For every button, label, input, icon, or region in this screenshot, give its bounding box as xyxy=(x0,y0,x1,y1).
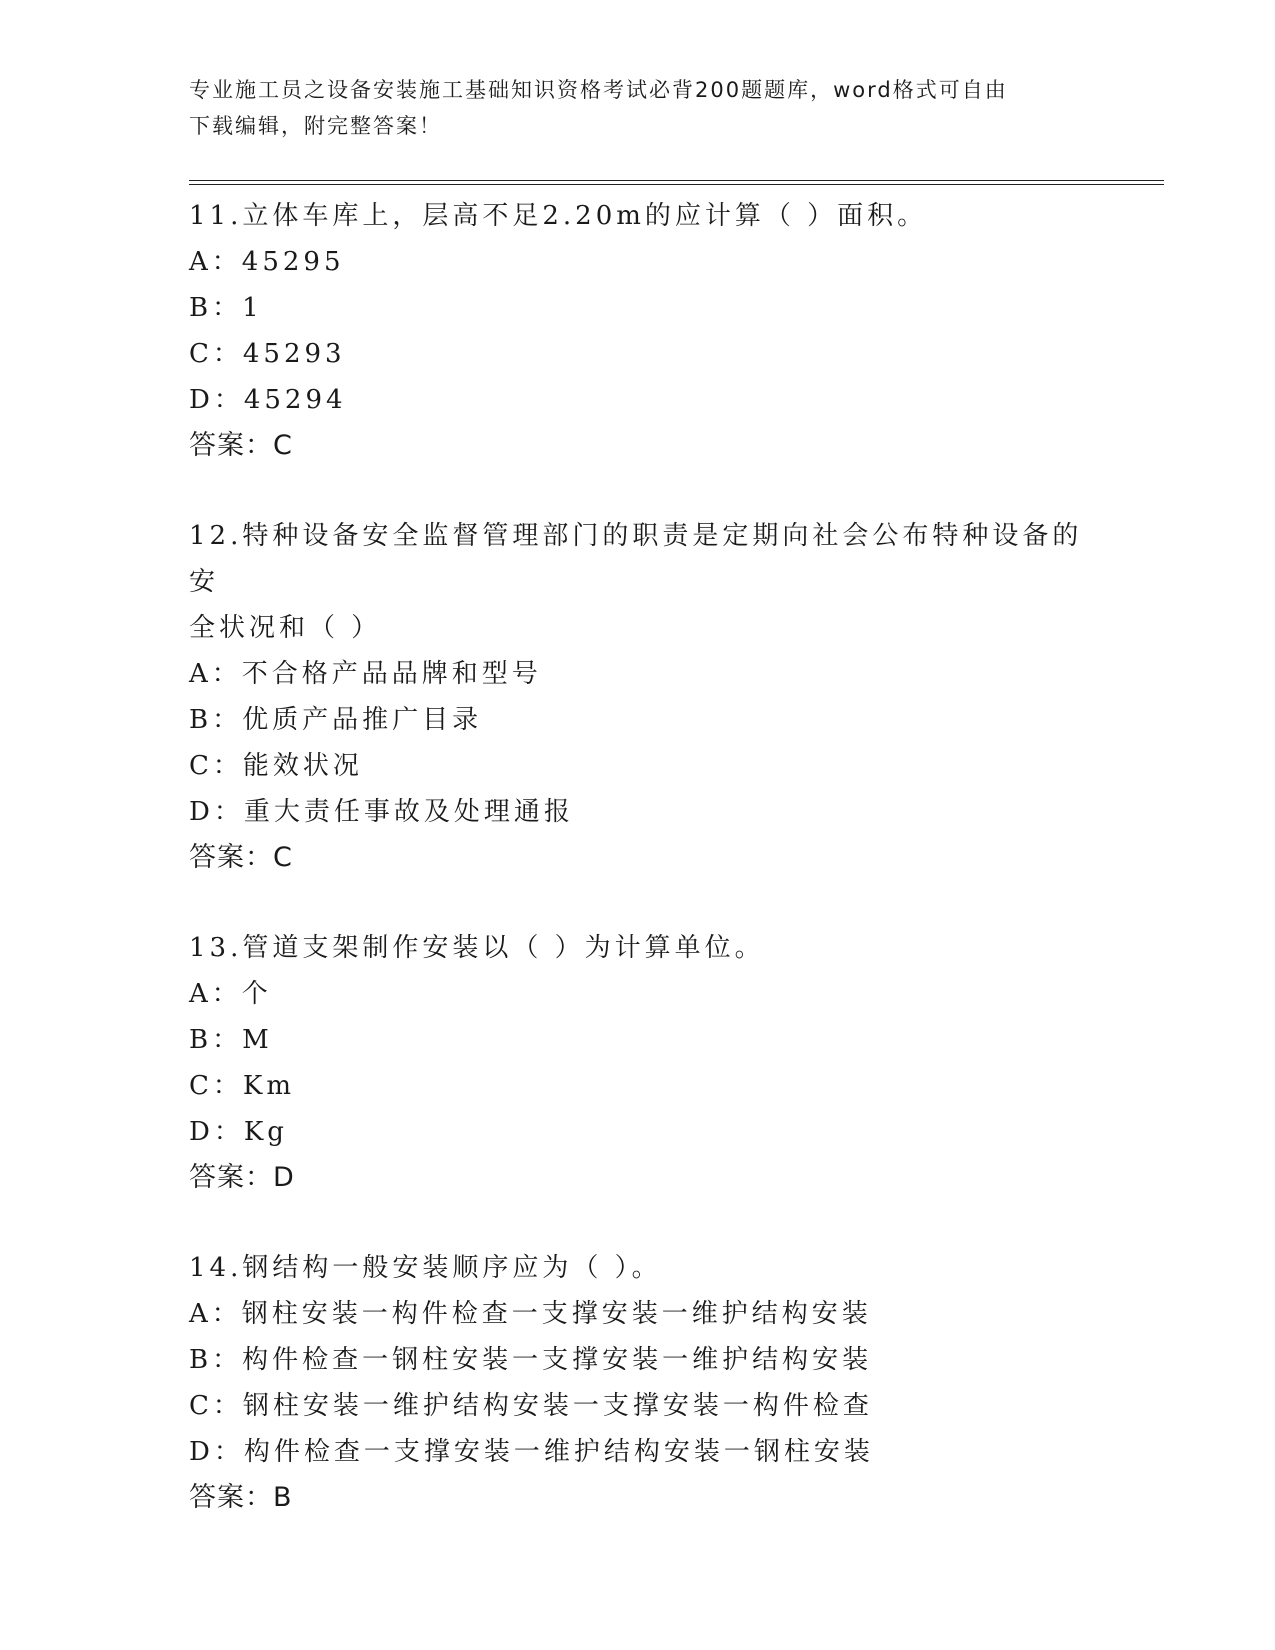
header-line-2: 下载编辑，附完整答案！ xyxy=(189,114,442,138)
question-stem: 14.钢结构一般安装顺序应为（ ）。 xyxy=(189,1253,662,1283)
option-a: A：不合格产品品牌和型号 xyxy=(189,659,542,689)
header-divider xyxy=(189,180,1164,185)
option-b: B：M xyxy=(189,1025,273,1055)
header-line-1: 专业施工员之设备安装施工基础知识资格考试必背200题题库，word格式可自由 xyxy=(189,78,1008,102)
question-13 xyxy=(189,925,1089,1201)
option-b: B：1 xyxy=(189,293,263,323)
answer: 答案：C xyxy=(189,842,293,873)
option-a: A：个 xyxy=(189,979,272,1009)
option-b: B：构件检查一钢柱安装一支撑安装一维护结构安装 xyxy=(189,1345,873,1375)
question-12 xyxy=(189,513,1089,881)
option-c: C：钢柱安装一维护结构安装一支撑安装一构件检查 xyxy=(189,1391,873,1421)
answer: 答案：D xyxy=(189,1162,295,1193)
document-header xyxy=(189,72,1089,144)
answer: 答案：B xyxy=(189,1482,293,1513)
option-c: C：能效状况 xyxy=(189,751,363,781)
option-c: C：Km xyxy=(189,1071,295,1101)
option-d: D：45294 xyxy=(189,385,347,415)
question-11 xyxy=(189,193,1089,469)
option-d: D：构件检查一支撑安装一维护结构安装一钢柱安装 xyxy=(189,1437,874,1467)
option-d: D：重大责任事故及处理通报 xyxy=(189,797,574,827)
option-d: D：Kg xyxy=(189,1117,288,1147)
option-c: C：45293 xyxy=(189,339,346,369)
question-stem-continued: 全状况和（ ） xyxy=(189,613,382,643)
option-a: A：钢柱安装一构件检查一支撑安装一维护结构安装 xyxy=(189,1299,872,1329)
question-stem: 11.立体车库上，层高不足2.20m的应计算（ ）面积。 xyxy=(189,201,928,231)
question-stem: 12.特种设备安全监督管理部门的职责是定期向社会公布特种设备的安 xyxy=(189,521,1083,597)
question-stem: 13.管道支架制作安装以（ ）为计算单位。 xyxy=(189,933,765,963)
question-list xyxy=(189,193,1089,1565)
option-a: A：45295 xyxy=(189,247,345,277)
question-14 xyxy=(189,1245,1089,1521)
answer: 答案：C xyxy=(189,430,293,461)
option-b: B：优质产品推广目录 xyxy=(189,705,483,735)
